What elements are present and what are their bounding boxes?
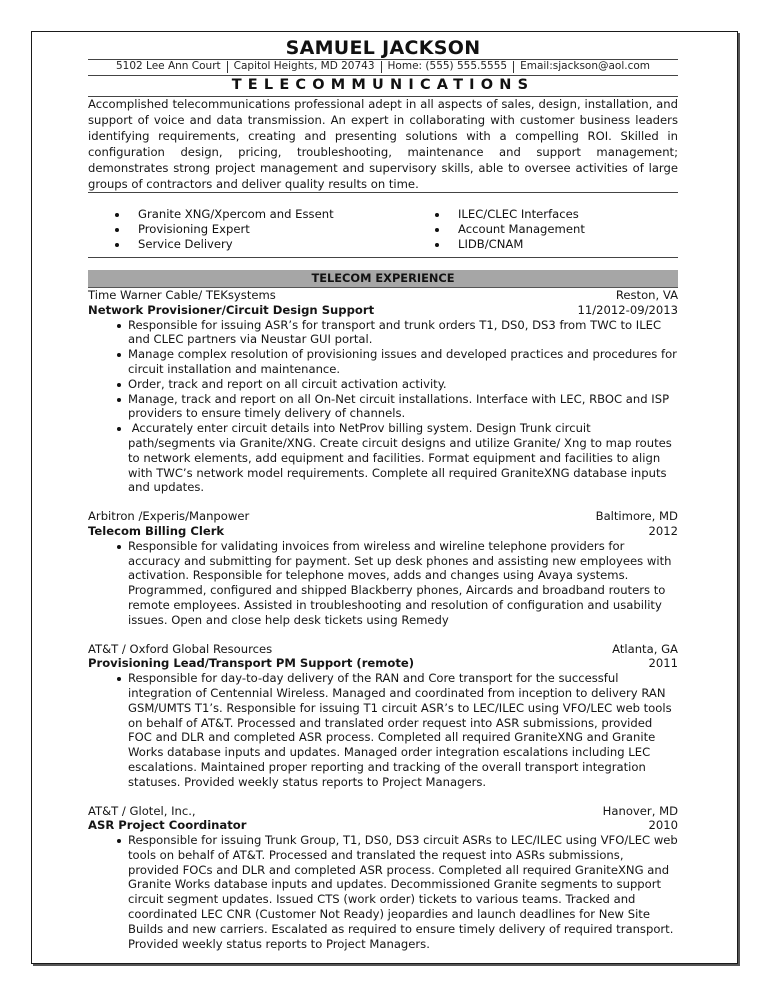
job-company: Time Warner Cable/ TEKsystems	[88, 288, 276, 302]
job-company-row	[88, 804, 678, 819]
job-company: Arbitron /Experis/Manpower	[88, 509, 250, 524]
job-title-row	[88, 303, 678, 318]
job-duties	[88, 539, 678, 628]
job-duty: Manage, track and report on all On-Net circuit installations. Interface with LEC, RBOC and ISP providers to ensure timely delivery of channels.	[88, 392, 678, 422]
job-entry	[88, 804, 678, 952]
skill-item: Granite XNG/Xpercom and Essent	[113, 207, 413, 222]
contact-address: 5102 Lee Ann Court	[115, 60, 221, 72]
job-duty: Responsible for validating invoices from wireless and wireline telephone providers for accuracy and submitting for payment. Set up desk phones and assisting new employees with activation. Responsible for telephone moves, adds and changes using Avaya systems. Programmed, configured and shipped Blackberry phones, Aircards and broadband routers to remote employees. Assisted in troubleshooting and resolution of configuration and usability issues. Open and close help desk tickets using Remedy	[88, 539, 678, 628]
job-company: AT&T / Glotel, Inc.,	[88, 803, 196, 818]
section-header-experience: TELECOM EXPERIENCE	[88, 270, 678, 288]
job-company-row	[88, 509, 678, 524]
job-company-row	[88, 642, 678, 657]
job-duty: Manage complex resolution of provisioning issues and developed practices and procedures for circuit installation and maintenance.	[88, 347, 678, 377]
job-title: Network Provisioner/Circuit Design Support	[88, 302, 375, 317]
job-title-row	[88, 818, 678, 833]
skill-item: ILEC/CLEC Interfaces	[433, 207, 585, 222]
job-location: Atlanta, GA	[612, 641, 678, 656]
contact-email: Email:sjackson@aol.com	[520, 60, 651, 72]
skills-column-right	[413, 207, 585, 251]
job-title-row	[88, 524, 678, 539]
contact-line	[88, 60, 678, 73]
job-dates: 11/2012-09/2013	[577, 302, 678, 317]
job-duty: Responsible for issuing Trunk Group, T1, DS0, DS3 circuit ASRs to LEC/ILEC using VFO/LEC web tools on behalf of AT&T. Processed and translated the request into ASRs submissions, provided FOCs and DLR and completed ASR process. Completed all required GraniteXNG and Granite Works database inputs and updates. Decommissioned Granite segments to support circuit segment updates. Issued CTS (work order) tickets to various teams. Tracked and coordinated LEC CNR (Customer Not Ready) jeopardies and launch deadlines for New Site Builds and new carriers. Escalated as required to ensure timely delivery of required transport. Provided weekly status reports to Project Managers.	[88, 833, 678, 951]
divider-summary	[88, 192, 678, 193]
job-dates: 2012	[648, 523, 678, 538]
job-title: Provisioning Lead/Transport PM Support (remote)	[88, 656, 415, 671]
job-duty: Accurately enter circuit details into NetProv billing system. Design Trunk circuit path/segments via Granite/XNG. Create circuit designs and utilize Granite/ Xng to map routes to network elements, add equipment and facilities. Format equipment and facilities to align with TWC’s network model requirements. Complete all required GraniteXNG database inputs and updates.	[88, 421, 678, 495]
job-duty: Responsible for day-to-day delivery of the RAN and Core transport for the successful integration of Centennial Wireless. Managed and coordinated from inception to delivery RAN GSM/UMTS T1’s. Responsible for issuing T1 circuit ASR’s to LEC/ILEC using VFO/LEC web tools on behalf of AT&T. Processed and translated order request into ASR submissions, provided FOC and DLR and completed ASR process. Completed all required GraniteXNG and Granite Works database inputs and updates. Managed order integration escalations including LEC escalations. Maintained proper reporting and tracking of the overall transport integration statuses. Provided weekly status reports to Project Managers.	[88, 671, 678, 789]
skills-list	[88, 207, 678, 251]
professional-summary: Accomplished telecommunications professional adept in all aspects of sales, design, installation, and support of voice and data transmission. An expert in collaborating with customer business leaders identifying requirements, creating and presenting solutions with a compelling ROI. Skilled in configuration design, pricing, troubleshooting, maintenance and support management; demonstrates strong project management and supervisory skills, able to oversee activities of large groups of contractors and deliver quality results on time.	[88, 97, 678, 191]
job-location: Hanover, MD	[602, 803, 678, 818]
skills-column-left	[88, 207, 413, 251]
candidate-name: SAMUEL JACKSON	[285, 37, 481, 59]
contact-city: Capitol Heights, MD 20743	[233, 60, 375, 72]
job-duty: Order, track and report on all circuit activation activity.	[88, 377, 678, 392]
contact-separator	[513, 61, 514, 73]
job-duty: Responsible for issuing ASR’s for transport and trunk orders T1, DS0, DS3 from TWC to ILEC and CLEC partners via Neustar GUI portal.	[88, 318, 678, 348]
job-title-row	[88, 656, 678, 671]
job-location: Baltimore, MD	[595, 509, 678, 524]
job-duties	[88, 318, 678, 496]
job-entry	[88, 642, 678, 790]
contact-separator	[381, 61, 382, 73]
job-duties	[88, 671, 678, 789]
divider-skills	[88, 257, 678, 258]
contact-phone: Home: (555) 555.5555	[387, 60, 508, 72]
job-duties	[88, 833, 678, 951]
job-company: AT&T / Oxford Global Resources	[88, 641, 273, 656]
job-dates: 2010	[648, 818, 678, 833]
job-dates: 2011	[648, 656, 678, 671]
experience-list	[88, 288, 678, 965]
job-location: Reston, VA	[615, 288, 678, 302]
job-entry	[88, 509, 678, 627]
job-title: Telecom Billing Clerk	[88, 523, 225, 538]
skill-item: Provisioning Expert	[113, 222, 413, 237]
job-entry	[88, 288, 678, 495]
contact-separator	[227, 61, 228, 73]
divider-contact	[88, 75, 678, 76]
skill-item: Service Delivery	[113, 237, 413, 252]
skill-item: LIDB/CNAM	[433, 237, 585, 252]
professional-headline: TELECOMMUNICATIONS	[231, 77, 535, 93]
job-company-row	[88, 288, 678, 303]
skill-item: Account Management	[433, 222, 585, 237]
job-title: ASR Project Coordinator	[88, 818, 247, 833]
